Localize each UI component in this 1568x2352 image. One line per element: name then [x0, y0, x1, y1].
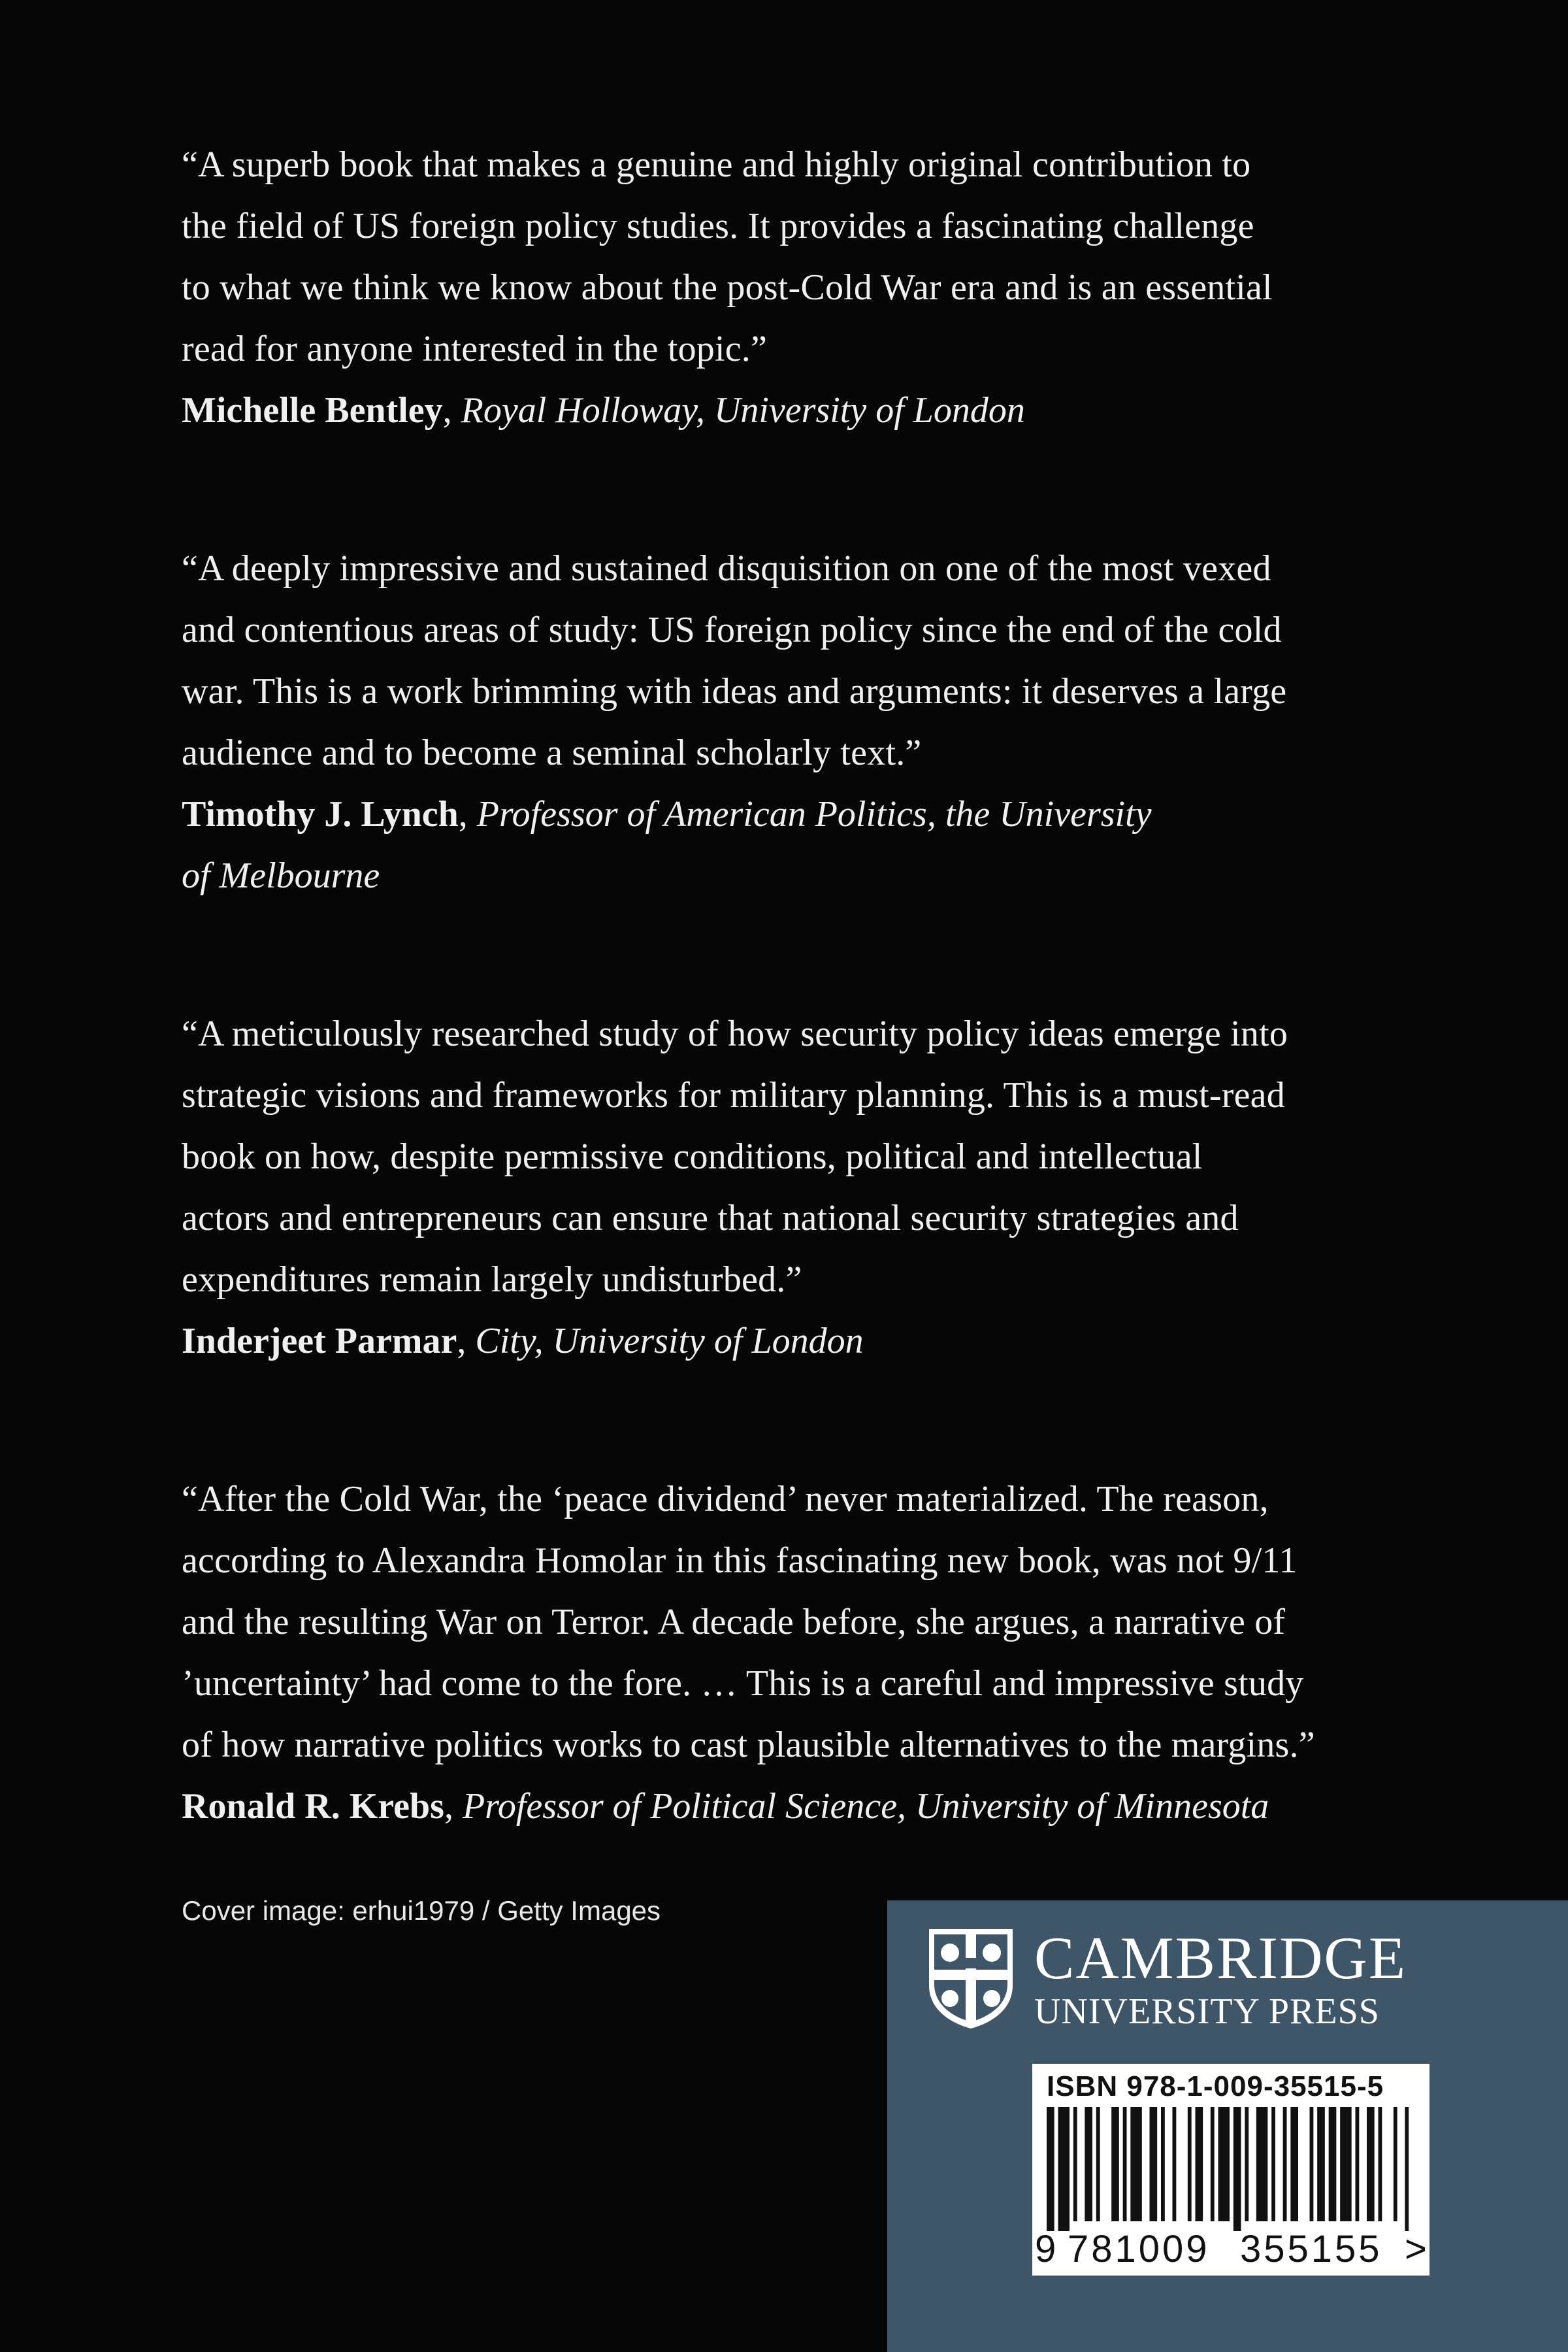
quote-line: strategic visions and frameworks for military planning. This is a must-read	[182, 1075, 1285, 1116]
barcode-bar	[1085, 2107, 1092, 2221]
quote-line: ’uncertainty’ had come to the fore. … This is a careful and impressive study	[182, 1663, 1304, 1704]
barcode-bar	[1356, 2107, 1360, 2221]
quote-line: expenditures remain largely undisturbed.”	[182, 1259, 802, 1300]
barcode-bar	[1111, 2107, 1119, 2221]
quote-line: of how narrative politics works to cast plausible alternatives to the margins.”	[182, 1725, 1315, 1765]
barcode-bar	[1290, 2107, 1298, 2221]
barcode-digit-lead: 9	[1035, 2228, 1059, 2270]
barcode-bar	[1283, 2107, 1287, 2221]
endorsement-1	[182, 134, 1423, 441]
quote-attribution: Timothy J. Lynch, Professor of American Politics, the University	[182, 794, 1152, 835]
barcode-bar	[1329, 2107, 1337, 2221]
barcode-bar	[1073, 2107, 1077, 2221]
publisher-name-line1: CAMBRIDGE	[1034, 1925, 1407, 1991]
endorsements	[182, 134, 1423, 1934]
quote-affiliation-cont: of Melbourne	[182, 855, 380, 896]
barcode-bar	[1405, 2107, 1409, 2231]
publisher-panel	[887, 1900, 1568, 2352]
barcode-bar	[1130, 2107, 1142, 2221]
quote-affiliation: Royal Holloway, University of London	[461, 390, 1025, 431]
quote-line: war. This is a work brimming with ideas and arguments: it deserves a large	[182, 671, 1287, 712]
publisher-name-line2: UNIVERSITY PRESS	[1034, 1991, 1380, 2032]
barcode-digits-group1: 781009	[1068, 2228, 1210, 2270]
isbn-barcode	[1032, 2064, 1429, 2276]
isbn-label: ISBN 978-1-009-35515-5	[1047, 2070, 1384, 2102]
quote-line: to what we think we know about the post-Cold War era and is an essential	[182, 267, 1273, 308]
barcode-digits-group2: 355155	[1240, 2228, 1382, 2270]
barcode-bar	[1047, 2107, 1054, 2231]
cambridge-shield-icon	[925, 1925, 1017, 2030]
barcode-bar	[1367, 2107, 1375, 2221]
barcode-bar	[1256, 2107, 1268, 2221]
endorsement-4	[182, 1468, 1423, 1837]
barcode-bar	[1340, 2107, 1352, 2221]
quote-affiliation: Professor of Political Science, University of Minnesota	[462, 1786, 1269, 1827]
barcode-bar	[1211, 2107, 1215, 2221]
barcode-bar	[1161, 2107, 1165, 2221]
barcode-bar	[1058, 2107, 1070, 2231]
quote-line: book on how, despite permissive conditions, political and intellectual	[182, 1136, 1203, 1177]
barcode-bars	[1047, 2107, 1413, 2231]
quote-author: Timothy J. Lynch	[182, 794, 459, 835]
quote-line: “After the Cold War, the ‘peace dividend’ never materialized. The reason,	[182, 1479, 1269, 1519]
barcode-bar	[1188, 2107, 1192, 2221]
quote-attribution: Ronald R. Krebs, Professor of Political Science, University of Minnesota	[182, 1786, 1269, 1827]
quote-author: Ronald R. Krebs	[182, 1786, 444, 1827]
barcode-bar	[1196, 2107, 1203, 2221]
quote-line: according to Alexandra Homolar in this fascinating new book, was not 9/11	[182, 1540, 1298, 1581]
quote-author: Michelle Bentley	[182, 390, 443, 431]
quote-affiliation: City, University of London	[475, 1321, 864, 1361]
quote-attribution: Inderjeet Parmar, City, University of London	[182, 1321, 864, 1361]
barcode-bar	[1123, 2107, 1127, 2221]
quote-author: Inderjeet Parmar	[182, 1321, 457, 1361]
barcode-bar	[1233, 2107, 1241, 2231]
barcode-bar	[1150, 2107, 1158, 2221]
barcode-bar	[1379, 2107, 1382, 2221]
quote-line: “A superb book that makes a genuine and highly original contribution to	[182, 144, 1251, 185]
quote-line: and the resulting War on Terror. A decade before, she argues, a narrative of	[182, 1602, 1286, 1642]
barcode-bar	[1245, 2107, 1249, 2221]
barcode-bar	[1218, 2107, 1230, 2221]
quote-line: and contentious areas of study: US foreign policy since the end of the cold	[182, 610, 1282, 650]
publisher-name	[1034, 1927, 1407, 2031]
barcode-bar	[1096, 2107, 1100, 2221]
quote-affiliation: Professor of American Politics, the University	[476, 794, 1152, 835]
cover-image-credit: Cover image: erhui1979 / Getty Images	[182, 1895, 661, 1926]
barcode-bar	[1173, 2107, 1177, 2221]
barcode-bar	[1317, 2107, 1325, 2221]
endorsement-3	[182, 1003, 1423, 1372]
barcode-digit-end: >	[1405, 2228, 1429, 2270]
quote-line: read for anyone interested in the topic.”	[182, 329, 768, 369]
endorsement-2	[182, 538, 1423, 906]
quote-attribution-cont	[182, 845, 1423, 906]
quote-line: audience and to become a seminal scholarly text.”	[182, 733, 922, 773]
quote-line: the field of US foreign policy studies. It provides a fascinating challenge	[182, 206, 1254, 246]
barcode-bar	[1394, 2107, 1397, 2221]
quote-line: actors and entrepreneurs can ensure that national security strategies and	[182, 1198, 1239, 1238]
quote-attribution: Michelle Bentley, Royal Holloway, University of London	[182, 390, 1025, 431]
barcode-bar	[1310, 2107, 1314, 2221]
quote-line: “A meticulously researched study of how security policy ideas emerge into	[182, 1014, 1288, 1054]
barcode-bar	[1271, 2107, 1275, 2221]
quote-line: “A deeply impressive and sustained disquisition on one of the most vexed	[182, 548, 1271, 589]
